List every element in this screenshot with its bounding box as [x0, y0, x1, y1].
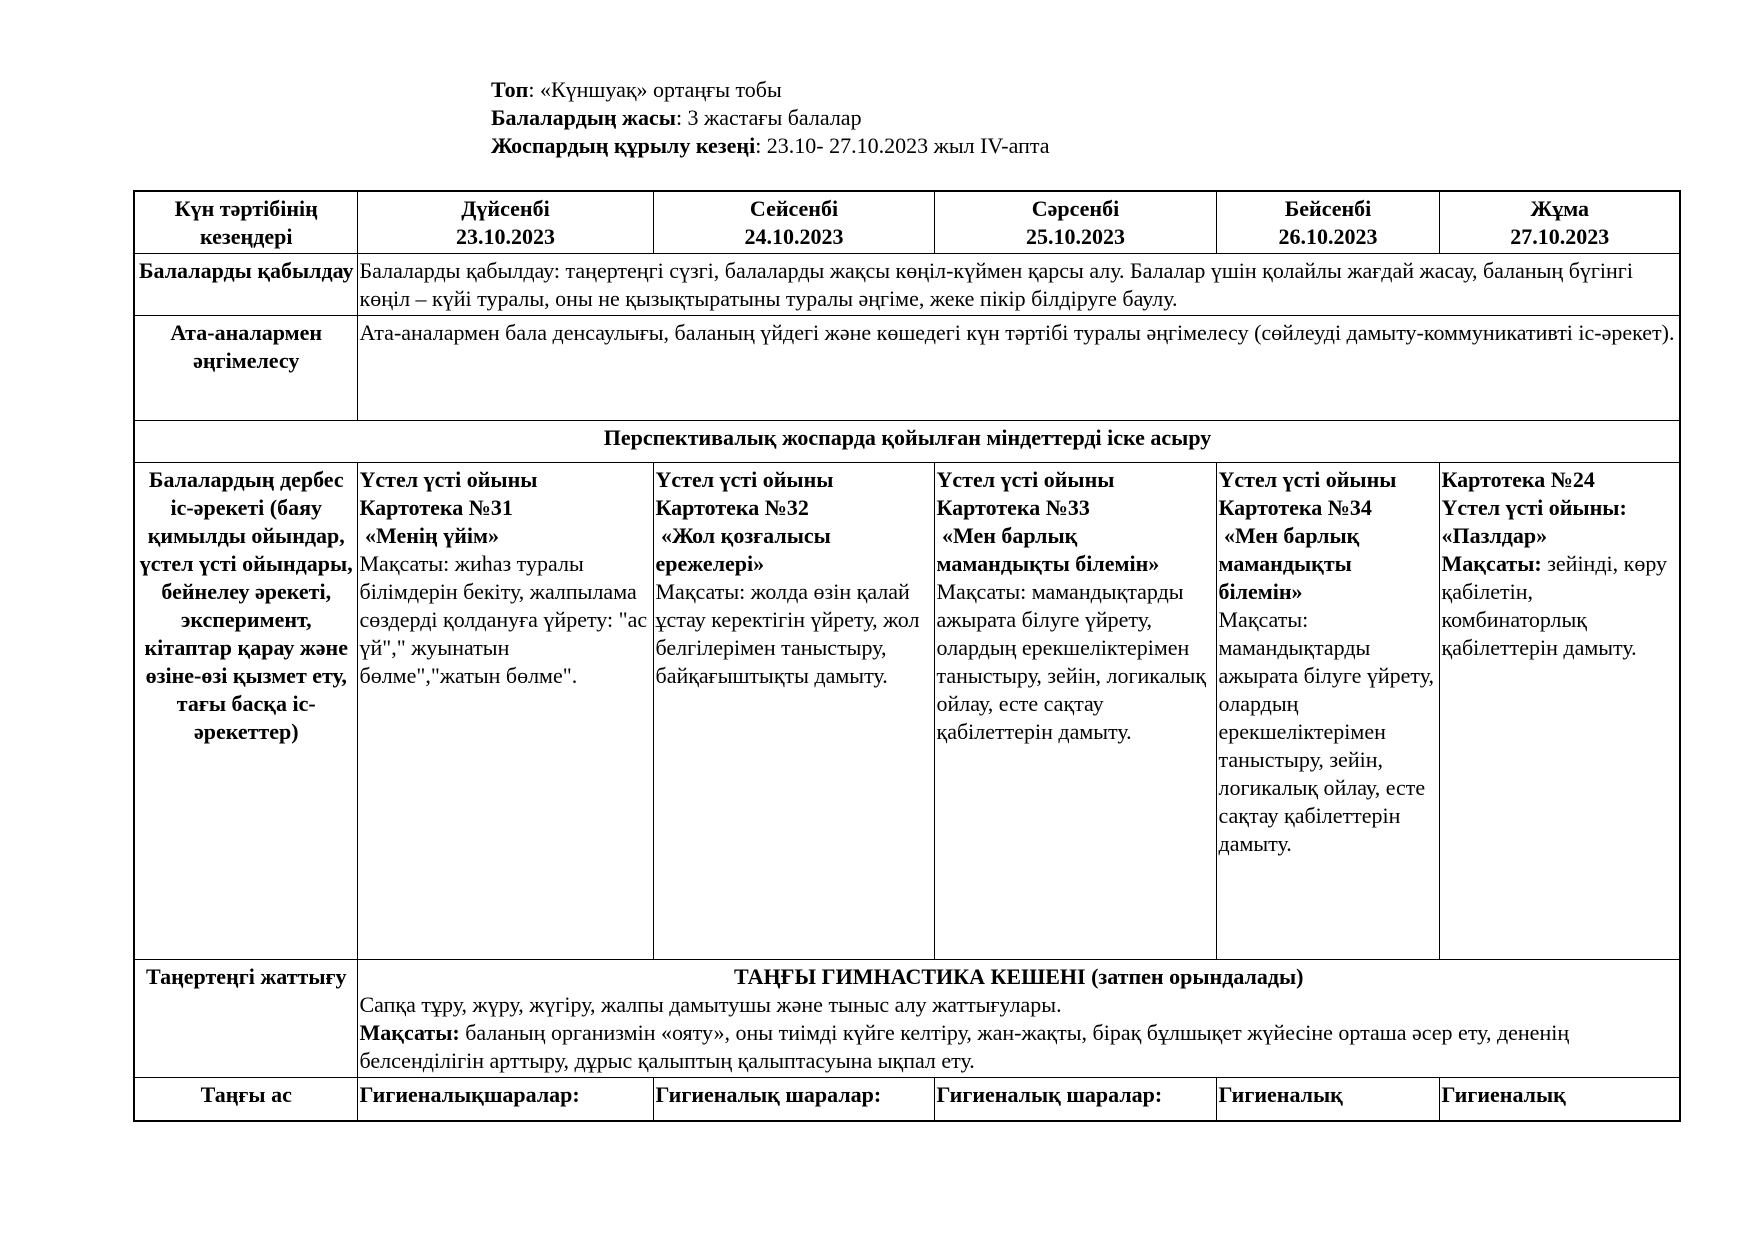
- day-name: Дүйсенбі: [461, 196, 550, 221]
- stage-header-line1: Күн тәртібінің: [174, 196, 318, 221]
- reception-row: [134, 254, 1680, 316]
- activity-cell-wednesday: [934, 463, 1216, 960]
- group-value: : «Күншуақ» ортаңғы тобы: [528, 77, 782, 102]
- day-date: 25.10.2023: [1026, 224, 1125, 249]
- goal-label: Мақсаты:: [359, 1020, 460, 1045]
- day-date: 24.10.2023: [744, 224, 844, 249]
- breakfast-label: Таңғы ас: [134, 1078, 357, 1121]
- age-label: Балалардың жасы: [491, 105, 676, 130]
- day-header-thursday: [1216, 191, 1439, 254]
- breakfast-row: [134, 1078, 1680, 1121]
- morning-exercise-row: [134, 960, 1680, 1078]
- activity-title: Картотека №24 Үстел үсті ойыны: «Пазлдар»: [1441, 467, 1627, 548]
- table-header-row: [134, 191, 1680, 254]
- perspective-row: [134, 421, 1680, 463]
- goal-text: баланың организмін «ояту», оны тиімді күйге келтіру, жан-жақты, бірақ бұлшықет жүйесіне орташа әсер ету, дененің белсенділігін арттыру, дұрыс қалыптың қалыптасуына ықпал ету.: [359, 1020, 1570, 1073]
- group-line: [491, 76, 1050, 104]
- independent-activity-row: [134, 463, 1680, 960]
- breakfast-cell-friday: Гигиеналық: [1439, 1078, 1680, 1121]
- schedule-table: [133, 190, 1681, 1122]
- breakfast-cell-monday: Гигиеналықшаралар:: [357, 1078, 653, 1121]
- parents-label: Ата-аналармен әңгімелесу: [134, 316, 357, 421]
- goal-text: зейінді, көру қабілетін, комбинаторлық қабілеттерін дамыту.: [1441, 551, 1668, 660]
- group-label: Топ: [491, 77, 529, 102]
- day-date: 23.10.2023: [456, 224, 555, 249]
- activity-cell-thursday: [1216, 463, 1439, 960]
- period-line: [491, 132, 1050, 160]
- day-date: 26.10.2023: [1278, 224, 1378, 249]
- day-name: Жұма: [1530, 196, 1590, 221]
- exercise-title: ТАҢҒЫ ГИМНАСТИКА КЕШЕНІ (затпен орындалады): [733, 964, 1304, 989]
- independent-activity-label: Балалардың дербес іс-әрекеті (баяу қимылды ойындар, үстел үсті ойындары, бейнелеу әрекеті, эксперимент, кітаптар қарау және өзіне-өзі қызмет ету, тағы басқа іс-әрекеттер): [134, 463, 357, 960]
- activity-title: Үстел үсті ойыны Картотека №32 «Жол қозғалысы ережелері»: [655, 467, 834, 576]
- activity-title: Үстел үсті ойыны Картотека №34 «Мен барлық мамандықты білемін»: [1218, 467, 1397, 604]
- morning-exercise-label: Таңертеңгі жаттығу: [134, 960, 357, 1078]
- activity-goal: Мақсаты: жиһаз туралы білімдерін бекіту, жалпылама сөздерді қолдануға үйрету: "ас үй"," жуынатын бөлме","жатын бөлме".: [359, 551, 648, 688]
- breakfast-cell-wednesday: Гигиеналық шаралар:: [934, 1078, 1216, 1121]
- activity-goal: Мақсаты: мамандықтарды ажырата білуге үйрету, олардың ерекшеліктерімен таныстыру, зейін, логикалық ойлау, есте сақтау қабілеттерін дамыту.: [936, 579, 1207, 744]
- activity-goal: Мақсаты: мамандықтарды ажырата білуге үйрету, олардың ерекшеліктерімен таныстыру, зейін, логикалық ойлау, есте сақтау қабілеттерін дамыту.: [1218, 607, 1435, 856]
- activity-cell-friday: [1439, 463, 1680, 960]
- activity-goal: [1442, 550, 1679, 662]
- perspective-heading: Перспективалық жоспарда қойылған міндеттерді іске асыру: [134, 421, 1680, 463]
- exercise-goal: [360, 1019, 1679, 1075]
- period-value: : 23.10- 27.10.2023 жыл IV-апта: [755, 133, 1050, 158]
- activity-cell-tuesday: [653, 463, 934, 960]
- day-header-friday: [1439, 191, 1680, 254]
- stage-header-line2: кезеңдері: [200, 224, 293, 249]
- age-value: : 3 жастағы балалар: [675, 105, 862, 130]
- age-line: [491, 104, 1050, 132]
- goal-label: Мақсаты:: [1441, 551, 1542, 576]
- day-header-wednesday: [934, 191, 1216, 254]
- reception-label: Балаларды қабылдау: [134, 254, 357, 316]
- breakfast-cell-thursday: Гигиеналық: [1216, 1078, 1439, 1121]
- activity-goal: Мақсаты: жолда өзін қалай ұстау керектігін үйрету, жол белгілерімен таныстыру, байқағыштықты дамыту.: [655, 579, 920, 688]
- activity-title: Үстел үсті ойыны Картотека №33 «Мен барлық мамандықты білемін»: [936, 467, 1160, 576]
- stage-header-cell: [134, 191, 357, 254]
- reception-text: Балаларды қабылдау: таңертеңгі сүзгі, балаларды жақсы көңіл-күймен қарсы алу. Балалар үшін қолайлы жағдай жасау, баланың бүгінгі көңіл – күйі туралы, оны не қызықтыратыны туралы әңгіме, жеке пікір білдіруге баулу.: [357, 254, 1680, 316]
- period-label: Жоспардың құрылу кезеңі: [491, 133, 756, 158]
- day-header-tuesday: [653, 191, 934, 254]
- parents-text: Ата-аналармен бала денсаулығы, баланың үйдегі және көшедегі күн тәртібі туралы әңгімелесу (сөйлеуді дамыту-коммуникативті іс-әрекет).: [357, 316, 1680, 421]
- morning-exercise-cell: [357, 960, 1680, 1078]
- day-name: Сәрсенбі: [1031, 196, 1120, 221]
- day-header-monday: [357, 191, 653, 254]
- day-name: Бейсенбі: [1284, 196, 1372, 221]
- activity-title: Үстел үсті ойыны Картотека №31 «Менің үйім»: [359, 467, 538, 548]
- exercise-line1: Сапқа тұру, жүру, жүгіру, жалпы дамытушы және тыныс алу жаттығулары.: [359, 992, 1062, 1017]
- activity-cell-monday: [357, 463, 653, 960]
- parents-row: [134, 316, 1680, 421]
- day-date: 27.10.2023: [1510, 224, 1610, 249]
- breakfast-cell-tuesday: Гигиеналық шаралар:: [653, 1078, 934, 1121]
- day-name: Сейсенбі: [749, 196, 839, 221]
- document-header: [491, 76, 1050, 160]
